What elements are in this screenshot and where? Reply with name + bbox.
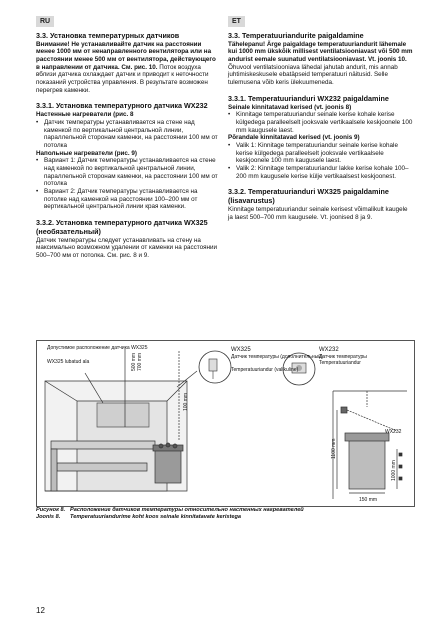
et-bullet-text: Kinnitage temperatuuriandur seinale kerise kohale kerise külgedega paralleelselt jooksvale vertikaalsele keskjoonele 100 mm kaugusele laest.: [236, 111, 413, 134]
ru-bullet-text: Вариант 2: Датчик температуры устанавливается на потолке над каменкой на расстоянии 100–200 мм от вертикальной центральной линии края каменки.: [44, 187, 198, 211]
dim-700: 700 mm: [137, 352, 143, 371]
list-item: • Вариант 1: Датчик температуры устанавливается на стене над каменкой по вертикальной центральной линии, параллельной сторонам каменки, на расстоянии 100 мм от потолка: [36, 157, 221, 188]
list-item: • Вариант 2: Датчик температуры устанавливается на потолке над каменкой на расстоянии 100–200 мм от вертикальной центральной линии края каменки.: [36, 188, 221, 211]
et-wx325-text: Kinnitage temperatuuriandur seinale kerisest võimalikult kaugele ja laest 500–700 mm kaugusele. Vt. joonised 8 ja 9.: [228, 205, 408, 221]
column-et: [228, 32, 413, 221]
et-section-warning: [228, 41, 413, 87]
caption-et-label: Joonis 8.: [36, 513, 61, 520]
figure-caption: [36, 507, 416, 521]
caption-ru: [36, 507, 416, 514]
ru-wall-heaters-heading: Настенные нагреватели (рис. 8: [36, 111, 134, 119]
label-zone-ru: Допустимое расположение датчика WX325: [47, 345, 148, 351]
dim-500: 500 mm: [131, 352, 137, 371]
et-wall-heaters-heading: Seinale kinnitatavad kerised (vt. joonis 8): [228, 103, 352, 111]
ru-wx325-text: Датчик температуры следует устанавливать на стену на максимально возможном удалении от каменки на расстоянии 500–700 мм от потолка. См. рис. 8 и 9.: [36, 236, 218, 259]
ru-warning-text: Поток воздуха вблизи датчика охлаждает датчик и приводит к неточности показаний устройства управления. В результате возможен перегрев каменки.: [36, 63, 209, 94]
et-floor-heaters-heading: Põrandale kinnitatavad kerised (vt. joonis 9): [228, 134, 360, 142]
list-item: • Kinnitage temperatuuriandur seinale kerise kohale kerise külgedega paralleelselt jooksvale vertikaalsele keskjoonele 100 mm kaugusele laest.: [228, 111, 413, 134]
et-bullet-text: Valik 1: Kinnitage temperatuuriandur seinale kerise kohale kerise külgedega paralleelselt jooksvale vertikaalsele keskjoonele 100 mm kaugusele laest.: [236, 141, 398, 165]
ru-warning-bold: Внимание! Не устанавливайте датчик на расстоянии менее 1000 мм от ненаправленного вентилятора или на расстоянии менее 500 мм от вентилятора, действующего в направлении от датчика. См. рис. 10.: [36, 40, 216, 71]
ru-section-title: 3.3. Установка температурных датчиков: [36, 31, 180, 40]
dim-1000: 1000 mm: [391, 460, 397, 481]
wx232-title: WX232: [319, 347, 339, 353]
list-item: • Valik 2: Kinnitage temperatuuriandur lakke kerise kohale 100–200 mm kaugusele kerise külje vertikaalsest keskjoonest.: [228, 165, 413, 180]
wx232-desc-ru: Датчик температуры: [319, 354, 367, 360]
caption-et-text: Temperatuurianduriте koht koos seinale kinnitatavate keristega: [70, 513, 242, 520]
sensor-detail-wx325: [199, 351, 231, 383]
wx325-desc-et: Temperatuuriandur (valikuline): [231, 367, 299, 373]
et-subsection-wx232-title: 3.3.1. Temperatuurianduri WX232 paigaldamine: [228, 93, 389, 103]
list-item: • Valik 1: Kinnitage temperatuuriandur seinale kerise kohale kerise külgedega paralleelselt jooksvale vertikaalsele keskjoonele 100 mm kaugusele laest.: [228, 142, 413, 165]
ru-section-warning: [36, 41, 221, 95]
ru-subsection-wx232-title: 3.3.1. Установка температурного датчика WX232: [36, 101, 208, 111]
et-subsection-wx325-title: 3.3.2. Temperatuurianduri WX325 paigaldamine (lisavarustus): [228, 187, 389, 206]
dim-1100: 1100 mm: [331, 438, 337, 459]
dim-150: 150 mm: [359, 497, 378, 503]
ru-bullet-text: Вариант 1: Датчик температуры устанавливается на стене над каменкой по вертикальной центральной линии, параллельной сторонам каменки, на расстоянии 100 мм от потолка: [44, 157, 218, 188]
sauna-room-drawing: [45, 349, 197, 491]
page-number: 12: [36, 606, 45, 615]
figure-8: [36, 340, 415, 507]
caption-ru-text: Расположение датчиков температуры относительно настенных нагревателей: [70, 507, 304, 513]
et-bullet-text: Valik 2: Kinnitage temperatuuriandur lakke kerise kohale 100–200 mm kaugusele kerise külje vertikaalsest keskjoonest.: [236, 164, 409, 180]
caption-et: [36, 514, 416, 521]
lang-tag-et: ET: [228, 16, 245, 27]
ru-subsection-wx325-title: 3.3.2. Установка температурного датчика WX325 (необязательный): [36, 218, 208, 236]
ru-bullet-text: Датчик температуры устанавливается на стене над каменкой по вертикальной центральной линии, параллельной сторонам каменки, на расстоянии 100 мм от потолка: [44, 118, 218, 149]
ru-floor-heaters-heading: Напольные нагреватели (рис. 9): [36, 149, 138, 157]
dim-100: 100 mm: [183, 392, 189, 411]
wx325-desc-ru: Датчик температуры (дополнительный): [231, 354, 323, 360]
wx325-title: WX325: [231, 347, 251, 353]
label-zone-et: WX325 lubatud ala: [47, 359, 90, 365]
wx232-desc-et: Temperatuuriandur: [319, 360, 361, 366]
et-section-title: 3.3. Temperatuuriandurite paigaldamine: [228, 31, 364, 40]
lang-tag-ru: RU: [36, 16, 54, 27]
caption-ru-label: Рисунок 8.: [36, 507, 66, 513]
figure-8-illustration: [37, 341, 414, 506]
heater-elevation-drawing: [333, 391, 407, 499]
list-item: • Датчик температуры устанавливается на стене над каменкой по вертикальной центральной линии, параллельной сторонам каменки, на расстоянии 100 мм от потолка: [36, 119, 221, 150]
column-ru: [36, 32, 221, 260]
et-warning-text: Õhuvool ventilatsiooniava lähedal jahutab andurit, mis annab juhtimiskeskusele ebatäpseid temperatuuri näitusid. Selle tulemusena võib keris ülekuumeneda.: [228, 63, 398, 87]
wx232-side-label: WX232: [385, 429, 402, 435]
et-warning-bold: Tähelepanu! Ärge paigaldage temperatuuriandurit lähemale kui 1000 mm ükskõik millisest ventilatsiooniavast või 500 mm andurist eemale suunatud ventilatsiooniavast. Vt. joonis 10.: [228, 40, 413, 64]
